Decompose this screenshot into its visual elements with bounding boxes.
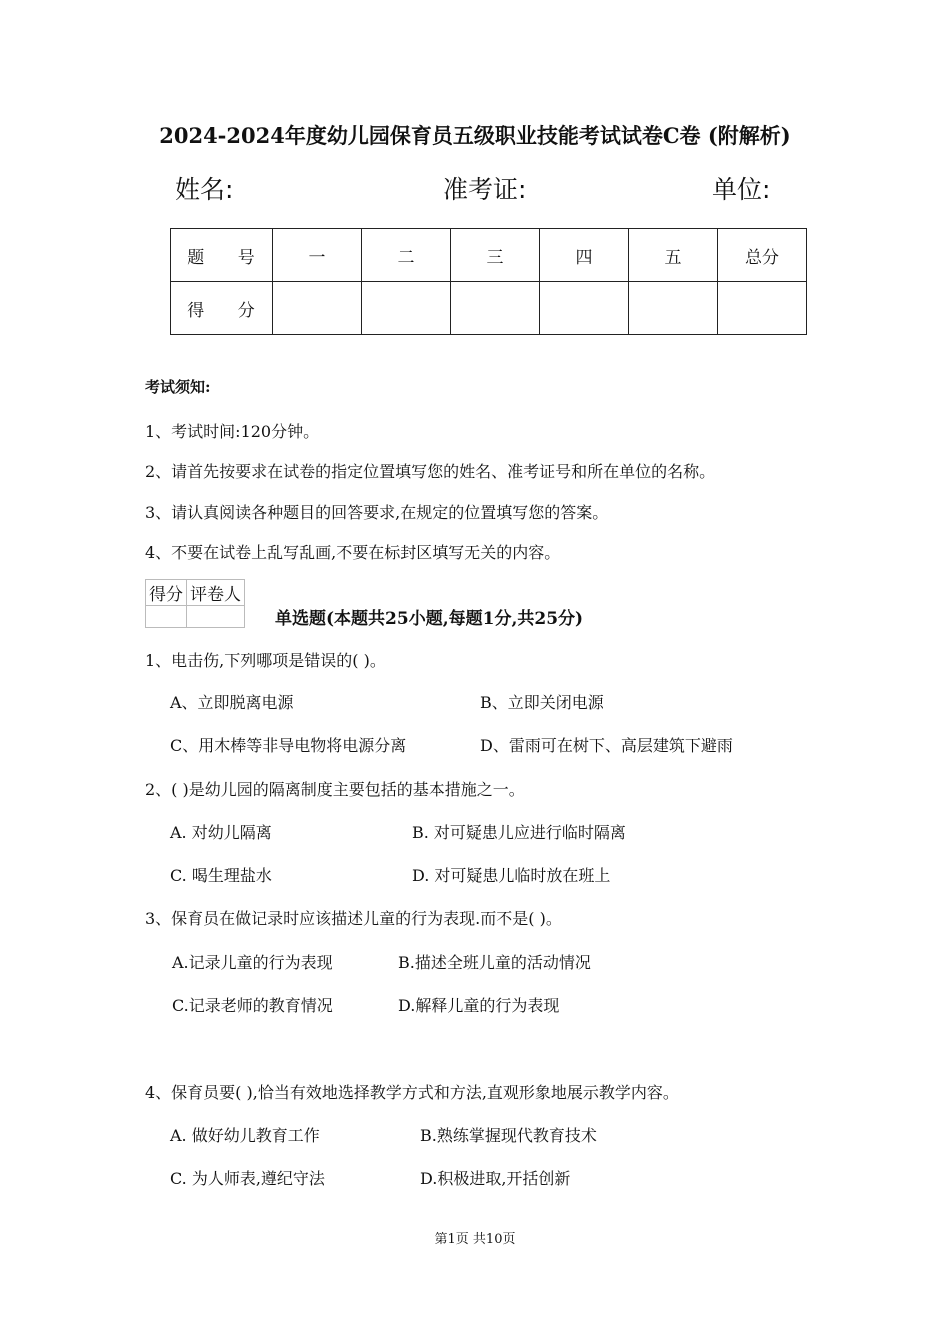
ticket-field-label: 准考证: xyxy=(443,175,527,204)
option-b[interactable]: B. 对可疑患儿应进行临时隔离 xyxy=(412,823,626,842)
note-item: 2、请首先按要求在试卷的指定位置填写您的姓名、准考证号和所在单位的名称。 xyxy=(145,462,716,481)
score-table-header-cell: 三 xyxy=(451,229,540,282)
page-footer: 第1页 共10页 xyxy=(434,1232,516,1247)
score-table-score-label: 得 分 xyxy=(171,282,273,335)
score-table-header-cell: 四 xyxy=(540,229,629,282)
option-a[interactable]: A. 对幼儿隔离 xyxy=(170,823,272,842)
option-d[interactable]: D.解释儿童的行为表现 xyxy=(398,996,560,1015)
option-b[interactable]: B.熟练掌握现代教育技术 xyxy=(420,1126,597,1145)
score-table xyxy=(170,228,807,335)
score-cell[interactable] xyxy=(273,282,362,335)
note-item: 4、不要在试卷上乱写乱画,不要在标封区填写无关的内容。 xyxy=(145,543,561,562)
question-stem: 2、( )是幼儿园的隔离制度主要包括的基本措施之一。 xyxy=(145,780,525,799)
score-table-header-label: 题 号 xyxy=(171,229,273,282)
score-table-header-cell: 总分 xyxy=(718,229,807,282)
option-a[interactable]: A.记录儿童的行为表现 xyxy=(172,953,333,972)
option-a[interactable]: A、立即脱离电源 xyxy=(170,693,294,712)
score-cell[interactable] xyxy=(362,282,451,335)
option-b[interactable]: B.描述全班儿童的活动情况 xyxy=(398,953,591,972)
section-title: 单选题(本题共25小题,每题1分,共25分) xyxy=(275,609,584,629)
notes-heading: 考试须知: xyxy=(145,378,211,396)
grader-reviewer-cell[interactable] xyxy=(187,606,245,628)
grader-score-cell[interactable] xyxy=(146,606,187,628)
score-cell[interactable] xyxy=(451,282,540,335)
score-table-score-row xyxy=(171,282,807,335)
option-c[interactable]: C.记录老师的教育情况 xyxy=(172,996,333,1015)
grader-reviewer-label: 评卷人 xyxy=(187,580,245,606)
page-title: 2024-2024年度幼儿园保育员五级职业技能考试试卷C卷 (附解析) xyxy=(159,123,791,148)
option-c[interactable]: C. 喝生理盐水 xyxy=(170,866,272,885)
score-table-header-row xyxy=(171,229,807,282)
grader-score-label: 得分 xyxy=(146,580,187,606)
score-table-header-cell: 一 xyxy=(273,229,362,282)
unit-field-label: 单位: xyxy=(712,175,771,204)
score-table-header-cell: 二 xyxy=(362,229,451,282)
option-d[interactable]: D、雷雨可在树下、高层建筑下避雨 xyxy=(480,736,733,755)
option-c[interactable]: C. 为人师表,遵纪守法 xyxy=(170,1169,325,1188)
name-field-label: 姓名: xyxy=(175,175,234,204)
score-cell[interactable] xyxy=(718,282,807,335)
question-stem: 1、电击伤,下列哪项是错误的( )。 xyxy=(145,651,386,670)
option-d[interactable]: D.积极进取,开括创新 xyxy=(420,1169,571,1188)
question-stem: 3、保育员在做记录时应该描述儿童的行为表现.而不是( )。 xyxy=(145,909,562,928)
score-cell[interactable] xyxy=(540,282,629,335)
option-d[interactable]: D. 对可疑患儿临时放在班上 xyxy=(412,866,611,885)
note-item: 1、考试时间:120分钟。 xyxy=(145,422,320,441)
score-cell[interactable] xyxy=(629,282,718,335)
option-b[interactable]: B、立即关闭电源 xyxy=(480,693,604,712)
grader-table xyxy=(145,579,245,628)
question-stem: 4、保育员要( ),恰当有效地选择教学方式和方法,直观形象地展示教学内容。 xyxy=(145,1083,679,1102)
option-c[interactable]: C、用木棒等非导电物将电源分离 xyxy=(170,736,407,755)
score-table-header-cell: 五 xyxy=(629,229,718,282)
option-a[interactable]: A. 做好幼儿教育工作 xyxy=(170,1126,320,1145)
note-item: 3、请认真阅读各种题目的回答要求,在规定的位置填写您的答案。 xyxy=(145,503,609,522)
